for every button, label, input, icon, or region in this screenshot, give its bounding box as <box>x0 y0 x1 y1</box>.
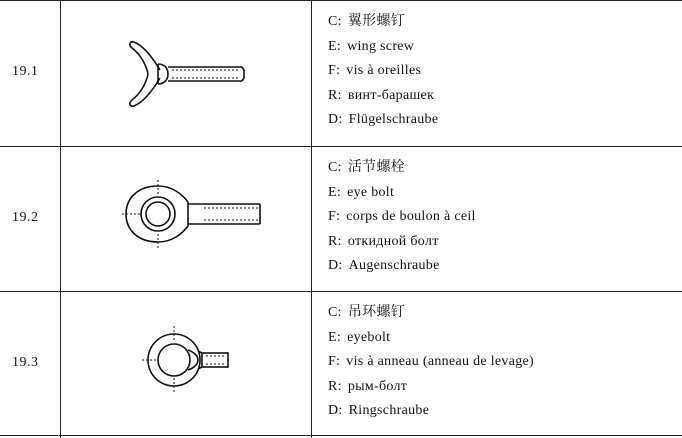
term-chinese: C: 活节螺栓 <box>328 160 406 175</box>
term-french: F: vis à anneau (anneau de levage) <box>328 354 535 369</box>
term-russian: R: откидной болт <box>328 233 439 249</box>
term-english: E: eye bolt <box>328 184 395 200</box>
term-german: D: Flügelschraube <box>328 112 439 127</box>
term-english: E: eyebolt <box>328 329 391 345</box>
wing-screw-drawing-icon <box>118 40 248 108</box>
row-number: 19.2 <box>12 210 39 225</box>
term-french: F: vis à oreilles <box>328 63 422 78</box>
term-english: E: wing screw <box>328 38 415 54</box>
term-list <box>328 10 438 133</box>
eye-bolt-drawing-icon <box>120 178 270 250</box>
table-bottom-rule <box>0 435 682 436</box>
column-divider <box>311 0 312 438</box>
column-divider <box>60 0 61 438</box>
table-top-rule <box>0 0 682 1</box>
term-german: D: Ringschraube <box>328 403 430 418</box>
term-chinese: C: 吊环螺钉 <box>328 305 406 320</box>
term-russian: R: рым-болт <box>328 378 408 394</box>
row-divider <box>0 291 682 292</box>
term-german: D: Augenschraube <box>328 258 440 273</box>
row-divider <box>0 146 682 147</box>
term-chinese: C: 翼形螺钉 <box>328 14 406 29</box>
term-list <box>328 156 476 279</box>
row-number: 19.1 <box>12 64 39 79</box>
term-russian: R: винт-барашек <box>328 87 435 103</box>
ring-screw-drawing-icon <box>136 320 246 396</box>
term-french: F: corps de boulon à ceil <box>328 209 476 224</box>
term-list <box>328 301 534 424</box>
row-number: 19.3 <box>12 355 39 370</box>
